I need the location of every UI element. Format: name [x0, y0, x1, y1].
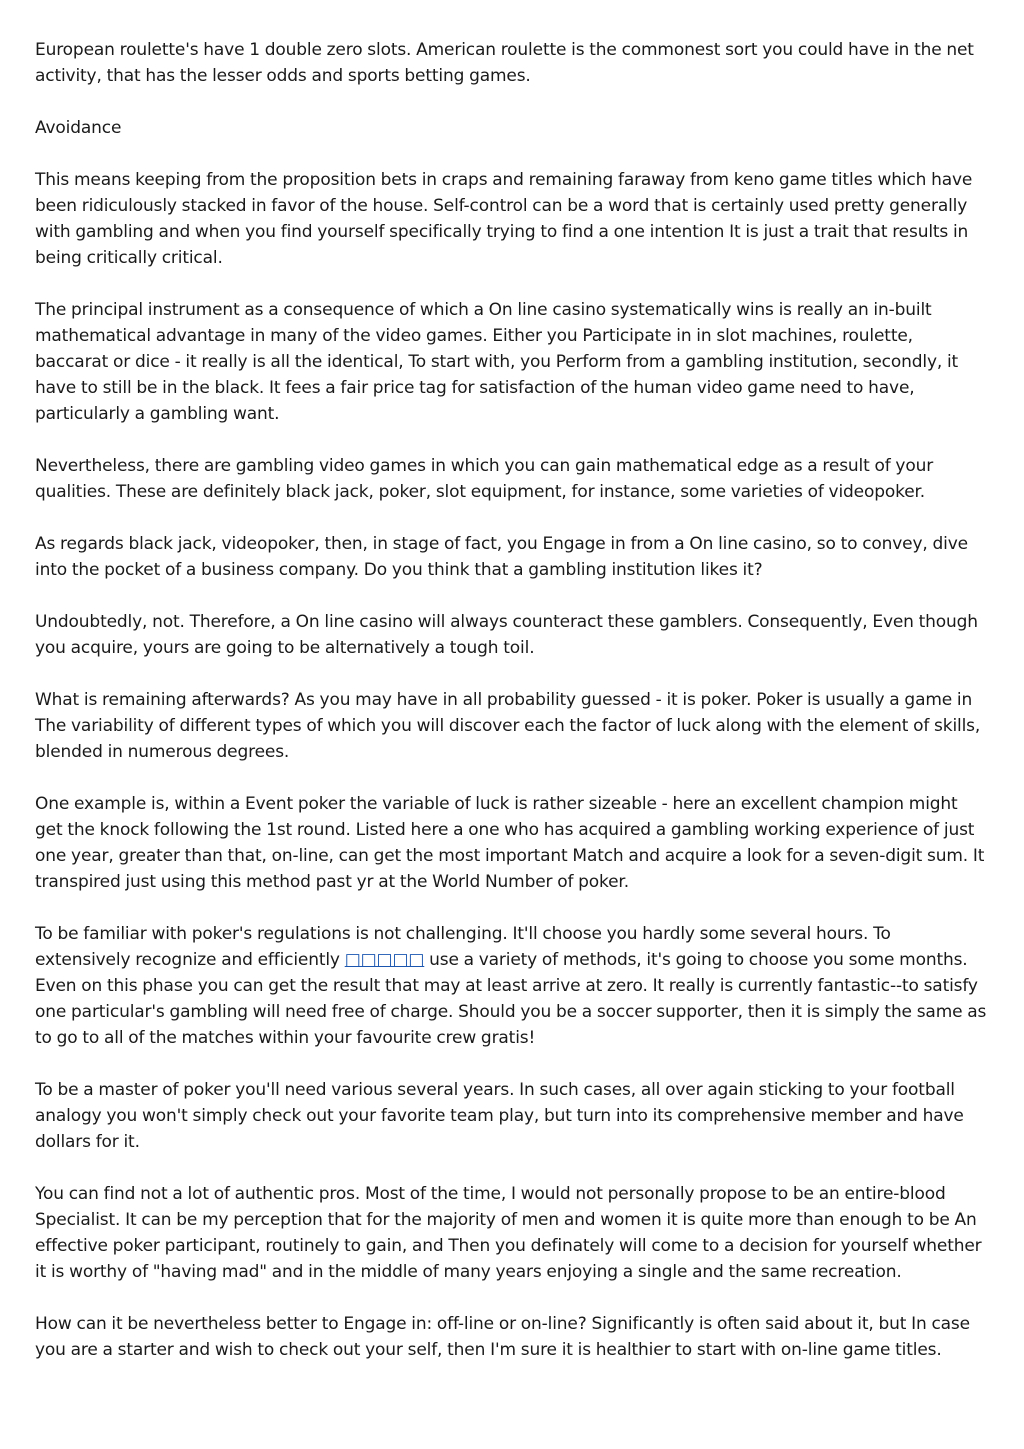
paragraph-tournament-luck: One example is, within a Event poker the variable of luck is rather sizeable - here an excellent champion might get the knock following the 1st round. Listed here a one who has acquired a gambling working experience of just one year, greater than that, on-line, can get the most important Match and acquire a look for a seven-digit sum. It transpired just using this method past yr at the World Number of poker.	[35, 794, 985, 892]
paragraph-authentic-pros: You can find not a lot of authentic pros. Most of the time, I would not personally propose to be an entire-blood Specialist. It can be my perception that for the majority of men and women it is quite more than enough to be An effective poker participant, routinely to gain, and Then you definately will come to a decision for yourself whether it is worthy of "having mad" and in the middle of many years enjoying a single and the same recreation.	[35, 1184, 982, 1282]
paragraph-counteract: Undoubtedly, not. Therefore, a On line casino will always counteract these gamblers. Consequently, Even though you acquire, yours are going to be alternatively a tough toil.	[35, 612, 978, 658]
inline-link[interactable]: □□□□□	[344, 950, 425, 970]
paragraph-text-before-link: To be familiar with poker's regulations is not challenging. It'll choose you hardly some several hours. To extensively recognize and efficiently	[35, 924, 891, 970]
paragraph-text-after-link: use a variety of methods, it's going to choose you some months. Even on this phase you can get the result that may at least arrive at zero. It really is currently fantastic--to satisfy one particular's gambling will need free of charge. Should you be a soccer supporter, then it is simply the same as to go to all of the matches within your favourite crew gratis!	[35, 950, 987, 1048]
paragraph-poker-regulations	[35, 921, 989, 1051]
paragraph-skill-games: Nevertheless, there are gambling video games in which you can gain mathematical edge as a result of your qualities. These are definitely black jack, poker, slot equipment, for instance, some varieties of videopoker.	[35, 456, 934, 502]
paragraph-casino-advantage: The principal instrument as a consequence of which a On line casino systematically wins is really an in-built mathematical advantage in many of the video games. Either you Participate in in slot machines, roulette, baccarat or dice - it really is all the identical, To start with, you Perform from a gambling institution, secondly, it have to still be in the black. It fees a fair price tag for satisfaction of the human video game need to have, particularly a gambling want.	[35, 300, 959, 424]
paragraph-roulette-types: European roulette's have 1 double zero slots. American roulette is the commonest sort you could have in the net activity, that has the lesser odds and sports betting games.	[35, 40, 974, 86]
paragraph-master-poker: To be a master of poker you'll need various several years. In such cases, all over again sticking to your football analogy you won't simply check out your favorite team play, but turn into its comprehensive member and have dollars for it.	[35, 1080, 964, 1152]
paragraph-proposition-bets: This means keeping from the proposition bets in craps and remaining faraway from keno game titles which have been ridiculously stacked in favor of the house. Self-control can be a word that is certainly used pretty generally with gambling and when you find yourself specifically trying to find a one intention It is just a trait that results in being critically critical.	[35, 170, 973, 268]
paragraph-offline-online: How can it be nevertheless better to Engage in: off-line or on-line? Significantly is often said about it, but In case you are a starter and wish to check out your self, then I'm sure it is healthier to start with on-line game titles.	[35, 1314, 970, 1360]
paragraph-poker-remaining: What is remaining afterwards? As you may have in all probability guessed - it is poker. Poker is usually a game in The variability of different types of which you will discover each the factor of luck along with the element of skills, blended in numerous degrees.	[35, 690, 981, 762]
paragraph-black-jack: As regards black jack, videopoker, then, in stage of fact, you Engage in from a On line casino, so to convey, dive into the pocket of a business company. Do you think that a gambling institution likes it?	[35, 534, 968, 580]
paragraph-avoidance-heading: Avoidance	[35, 118, 122, 138]
